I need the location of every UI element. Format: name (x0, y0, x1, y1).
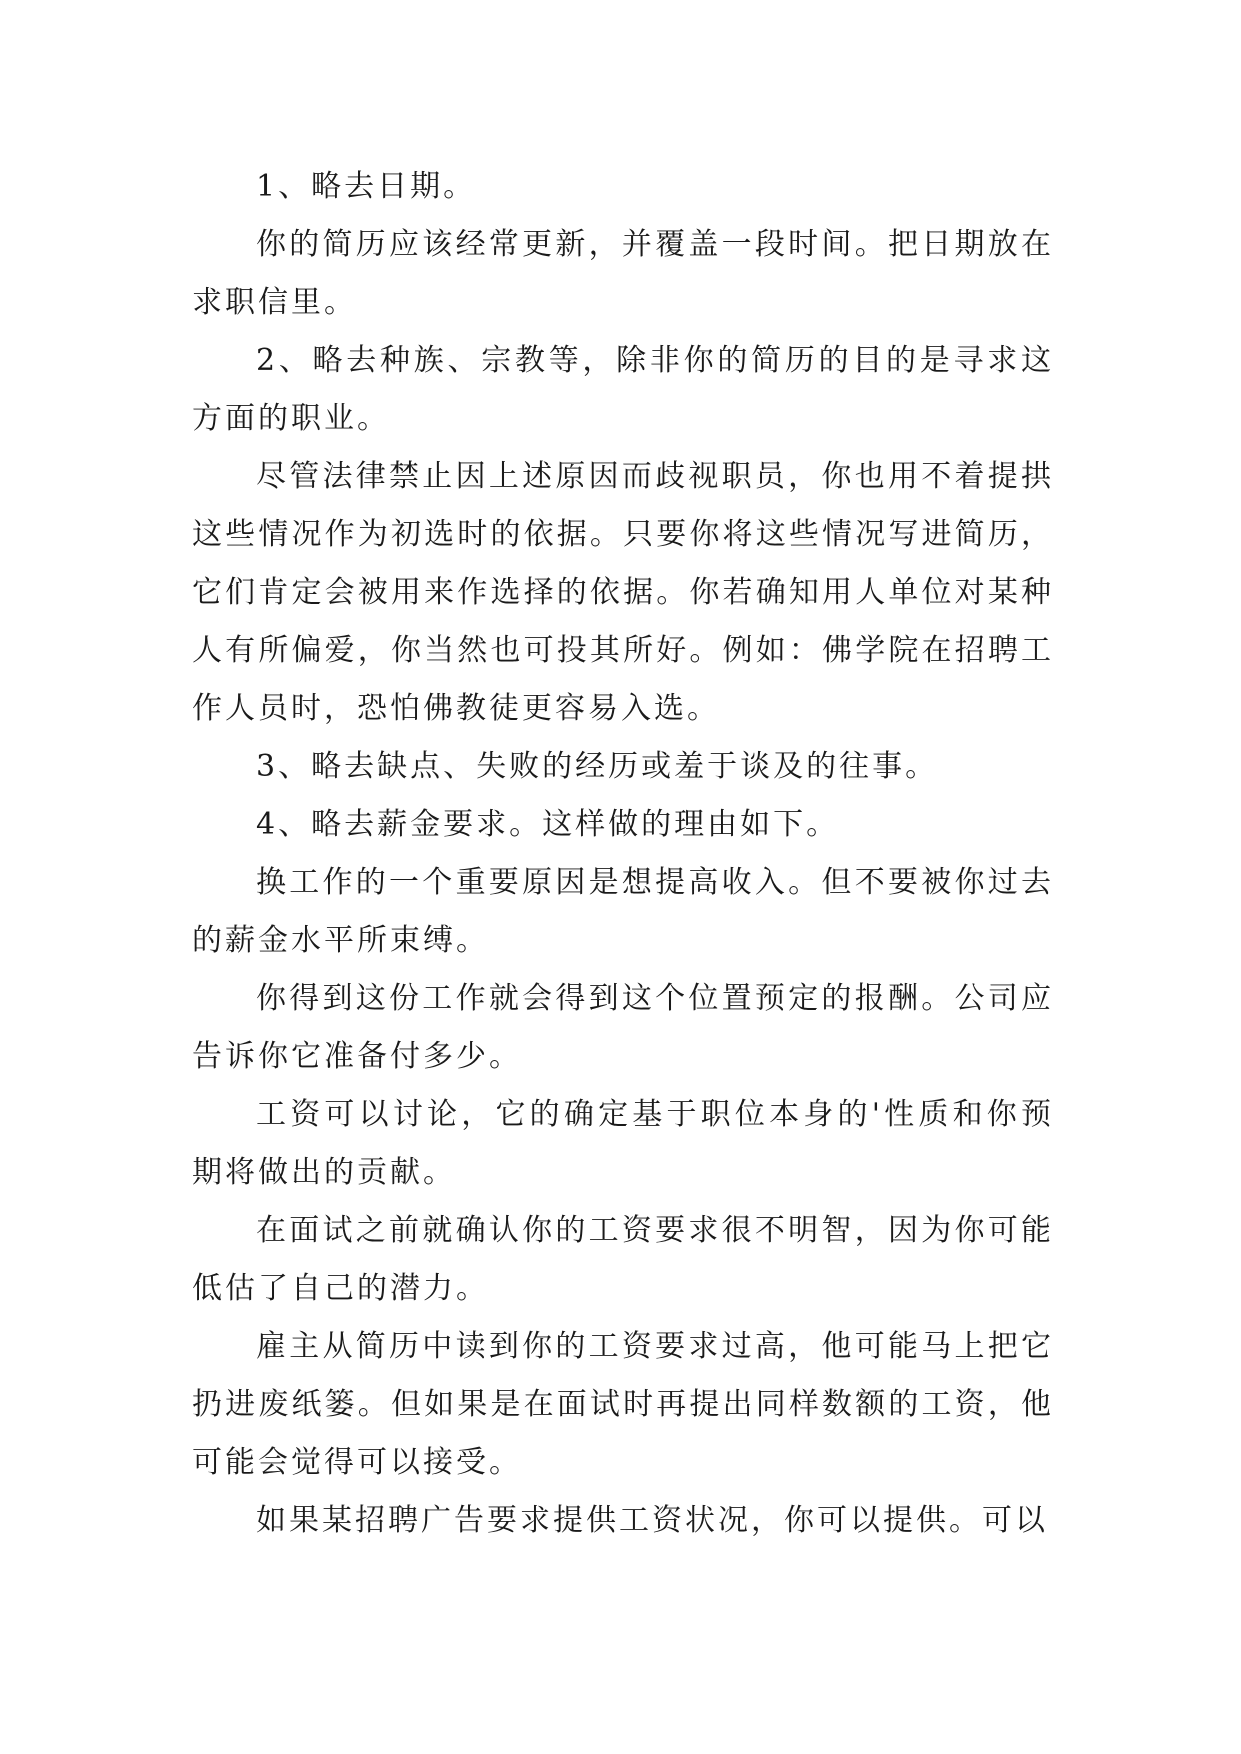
paragraph: 如果某招聘广告要求提供工资状况，你可以提供。可以 (256, 1503, 1048, 1538)
paragraph: 工资可以讨论，它的确定基于职位本身的'性质和你预期将做出的贡献。 (192, 1097, 1054, 1190)
document-body (192, 158, 1054, 1550)
paragraph: 3、略去缺点、失败的经历或羞于谈及的往事。 (256, 749, 939, 784)
paragraph: 尽管法律禁止因上述原因而歧视职员，你也用不着提拱这些情况作为初选时的依据。只要你将这些情况写进简历，它们肯定会被用来作选择的依据。你若确知用人单位对某种人有所偏爱，你当然也可投其所好。例如：佛学院在招聘工作人员时，恐怕佛教徒更容易入选。 (192, 459, 1054, 726)
paragraph: 你的简历应该经常更新，并覆盖一段时间。把日期放在求职信里。 (192, 227, 1054, 320)
paragraph: 1、略去日期。 (256, 169, 477, 204)
paragraph: 2、略去种族、宗教等，除非你的简历的目的是寻求这方面的职业。 (192, 343, 1054, 436)
paragraph: 4、略去薪金要求。这样做的理由如下。 (256, 807, 840, 842)
paragraph: 在面试之前就确认你的工资要求很不明智，因为你可能低估了自己的潜力。 (192, 1213, 1054, 1306)
paragraph: 雇主从简历中读到你的工资要求过高，他可能马上把它扔进废纸篓。但如果是在面试时再提出同样数额的工资，他可能会觉得可以接受。 (192, 1329, 1054, 1480)
paragraph: 你得到这份工作就会得到这个位置预定的报酬。公司应告诉你它准备付多少。 (192, 981, 1054, 1074)
paragraph: 换工作的一个重要原因是想提高收入。但不要被你过去的薪金水平所束缚。 (192, 865, 1054, 958)
